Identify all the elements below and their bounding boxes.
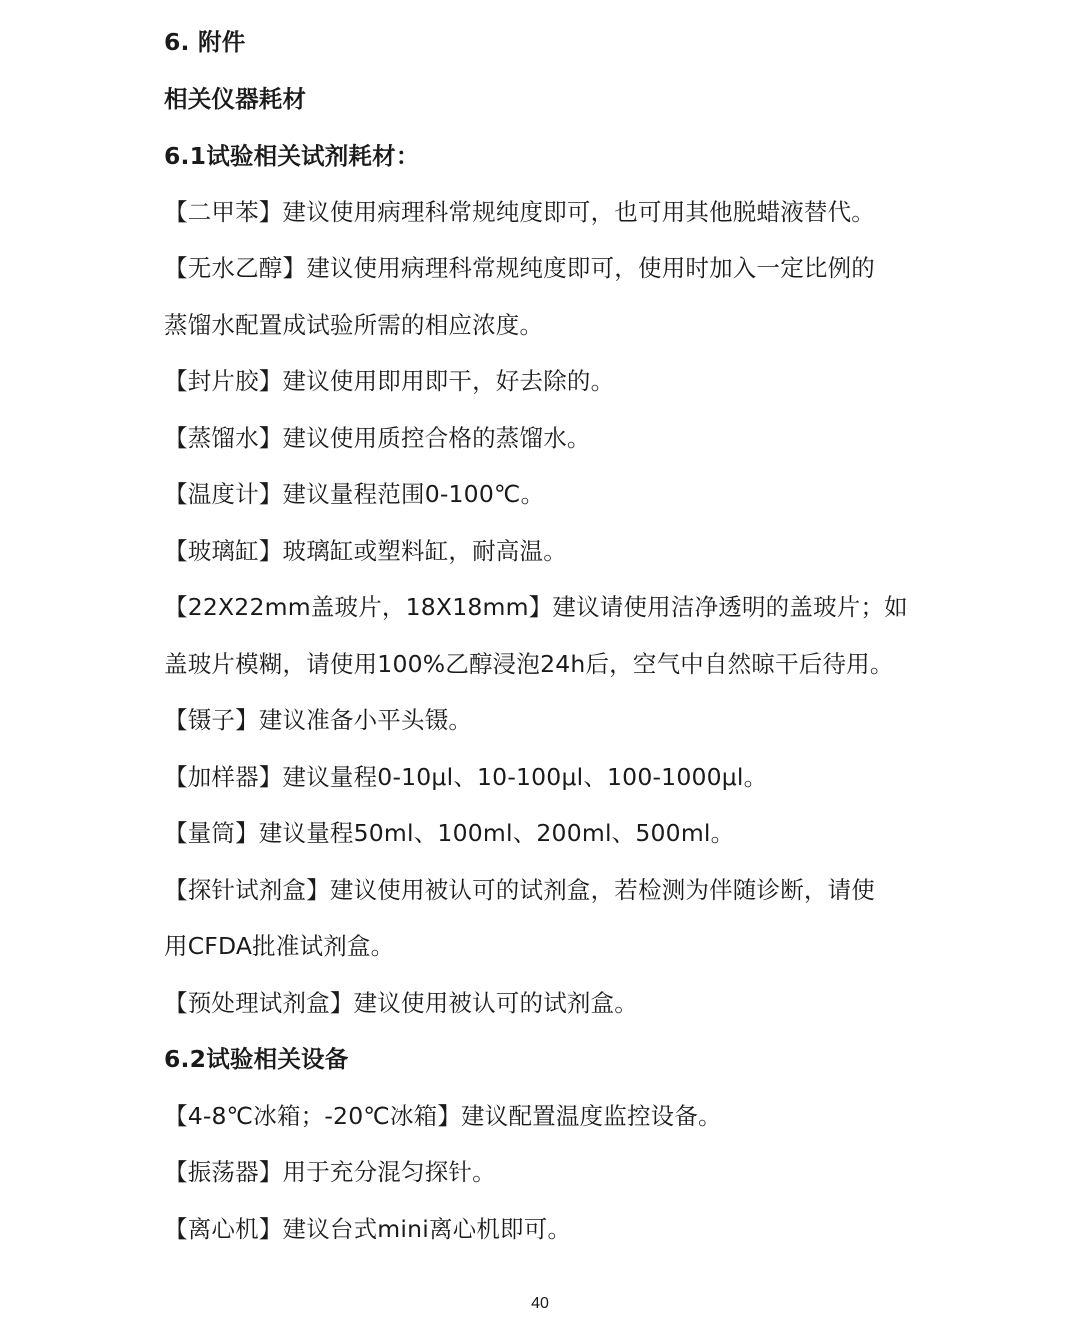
text-line: 盖玻片模糊，请使用100%乙醇浸泡24h后，空气中自然晾干后待用。 <box>164 650 894 678</box>
text-line: 【封片胶】建议使用即用即干，好去除的。 <box>164 367 615 395</box>
text-line: 蒸馏水配置成试验所需的相应浓度。 <box>164 311 544 339</box>
text-line: 【振荡器】用于充分混匀探针。 <box>164 1158 496 1186</box>
subtitle: 相关仪器耗材 <box>164 85 307 113</box>
text-line: 【加样器】建议量程0-10μl、10-100μl、100-1000μl。 <box>164 763 768 791</box>
page-number: 40 <box>531 1295 549 1312</box>
text-line: 【温度计】建议量程范围0-100℃。 <box>164 480 545 508</box>
section-title: 6. 附件 <box>164 28 246 56</box>
text-line: 【预处理试剂盒】建议使用被认可的试剂盒。 <box>164 989 638 1017</box>
text-line: 【22X22mm盖玻片，18X18mm】建议请使用洁净透明的盖玻片；如 <box>164 593 908 621</box>
text-line: 用CFDA批准试剂盒。 <box>164 932 395 960</box>
text-line: 【玻璃缸】玻璃缸或塑料缸，耐高温。 <box>164 537 567 565</box>
text-line: 【量筒】建议量程50ml、100ml、200ml、500ml。 <box>164 819 735 847</box>
text-line: 【探针试剂盒】建议使用被认可的试剂盒，若检测为伴随诊断，请使 <box>164 876 875 904</box>
text-line: 【4-8℃冰箱；-20℃冰箱】建议配置温度监控设备。 <box>164 1102 722 1130</box>
text-line: 【无水乙醇】建议使用病理科常规纯度即可，使用时加入一定比例的 <box>164 254 875 282</box>
text-line: 【离心机】建议台式mini离心机即可。 <box>164 1215 572 1243</box>
section-6-1-title: 6.1试验相关试剂耗材： <box>164 142 420 170</box>
section-6-2-title: 6.2试验相关设备 <box>164 1045 349 1073</box>
text-line: 【镊子】建议准备小平头镊。 <box>164 706 473 734</box>
text-line: 【蒸馏水】建议使用质控合格的蒸馏水。 <box>164 424 591 452</box>
text-line: 【二甲苯】建议使用病理科常规纯度即可，也可用其他脱蜡液替代。 <box>164 198 875 226</box>
